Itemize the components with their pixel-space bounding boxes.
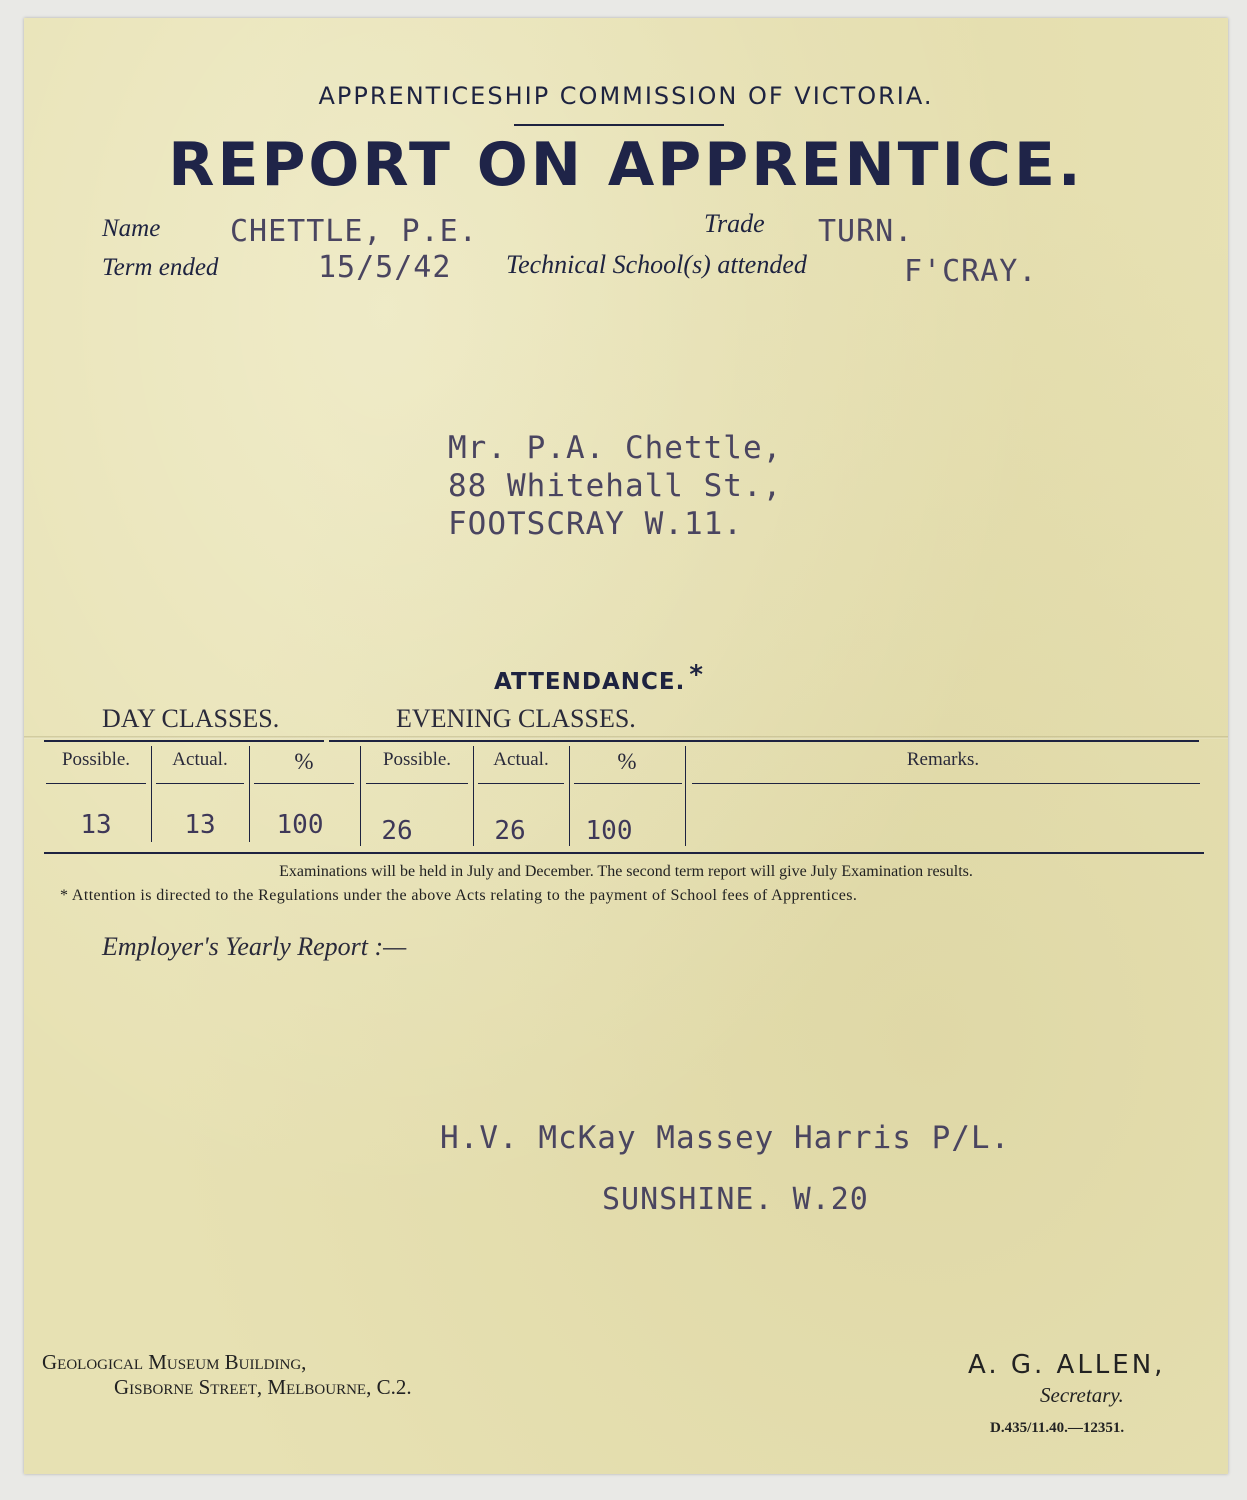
table-divider-3 (360, 746, 361, 846)
school-label: Technical School(s) attended (506, 250, 807, 279)
col-day-percent: % (294, 749, 314, 774)
exam-note: Examinations will be held in July and December. The second term report will give July Examination results. (279, 863, 973, 880)
secretary-title: Secretary. (1040, 1383, 1124, 1407)
trade-label: Trade (704, 209, 765, 238)
table-top-rule-evening (329, 740, 1199, 742)
employer-name: H.V. McKay Massey Harris P/L. (440, 1120, 1011, 1156)
employer-location: SUNSHINE. W.20 (602, 1182, 869, 1217)
header-underline-3 (254, 783, 354, 784)
evening-classes-label: EVENING CLASSES. (396, 704, 636, 733)
value-day-actual: 13 (184, 810, 216, 840)
address-line-3: FOOTSCRAY W.11. (448, 506, 743, 542)
report-document (24, 18, 1228, 1474)
table-top-rule-day (44, 740, 324, 742)
secretary-name: A. G. ALLEN, (968, 1350, 1166, 1380)
name-label: Name (102, 215, 161, 242)
name-value: CHETTLE, P.E. (230, 214, 478, 249)
header-underline-1 (46, 783, 146, 784)
footer-address-line-2: Gisborne Street, Melbourne, C.2. (114, 1375, 412, 1399)
value-day-possible: 13 (80, 810, 112, 840)
regulations-note: * Attention is directed to the Regulations under the above Acts relating to the payment of School fees of Apprentices. (60, 887, 858, 904)
header-rule (514, 124, 724, 126)
term-value: 15/5/42 (318, 250, 452, 285)
col-day-possible: Possible. (61, 749, 131, 770)
header-underline-7 (692, 783, 1200, 784)
employer-report-label: Employer's Yearly Report :— (102, 932, 407, 961)
header-underline-4 (366, 783, 468, 784)
day-classes-label: DAY CLASSES. (102, 704, 280, 733)
term-label: Term ended (102, 254, 219, 281)
value-evening-actual: 26 (494, 816, 526, 846)
header-underline-5 (478, 783, 564, 784)
value-day-percent: 100 (276, 810, 324, 840)
header-underline-2 (156, 783, 244, 784)
header-underline-6 (574, 783, 682, 784)
table-bottom-rule (44, 852, 1204, 854)
col-evening-percent: % (617, 749, 637, 774)
trade-value: TURN. (818, 214, 914, 249)
school-value: F'CRAY. (904, 254, 1038, 289)
report-title: REPORT ON APPRENTICE. (168, 130, 1084, 200)
form-code: D.435/11.40.—12351. (990, 1420, 1125, 1436)
address-line-2: 88 Whitehall St., (448, 468, 783, 504)
commission-heading: APPRENTICESHIP COMMISSION OF VICTORIA. (318, 82, 934, 110)
footer-address-line-1: Geological Museum Building, (42, 1350, 307, 1374)
col-remarks: Remarks. (906, 749, 980, 770)
col-day-actual: Actual. (172, 749, 228, 770)
col-evening-actual: Actual. (493, 749, 549, 770)
value-evening-possible: 26 (381, 816, 413, 846)
attendance-asterisk: * (689, 660, 704, 690)
attendance-title-text: ATTENDANCE. (494, 669, 686, 695)
value-evening-percent: 100 (585, 816, 633, 846)
paper-fold (24, 736, 1228, 739)
attendance-title (494, 660, 704, 695)
address-line-1: Mr. P.A. Chettle, (448, 430, 783, 466)
col-evening-possible: Possible. (382, 749, 452, 770)
